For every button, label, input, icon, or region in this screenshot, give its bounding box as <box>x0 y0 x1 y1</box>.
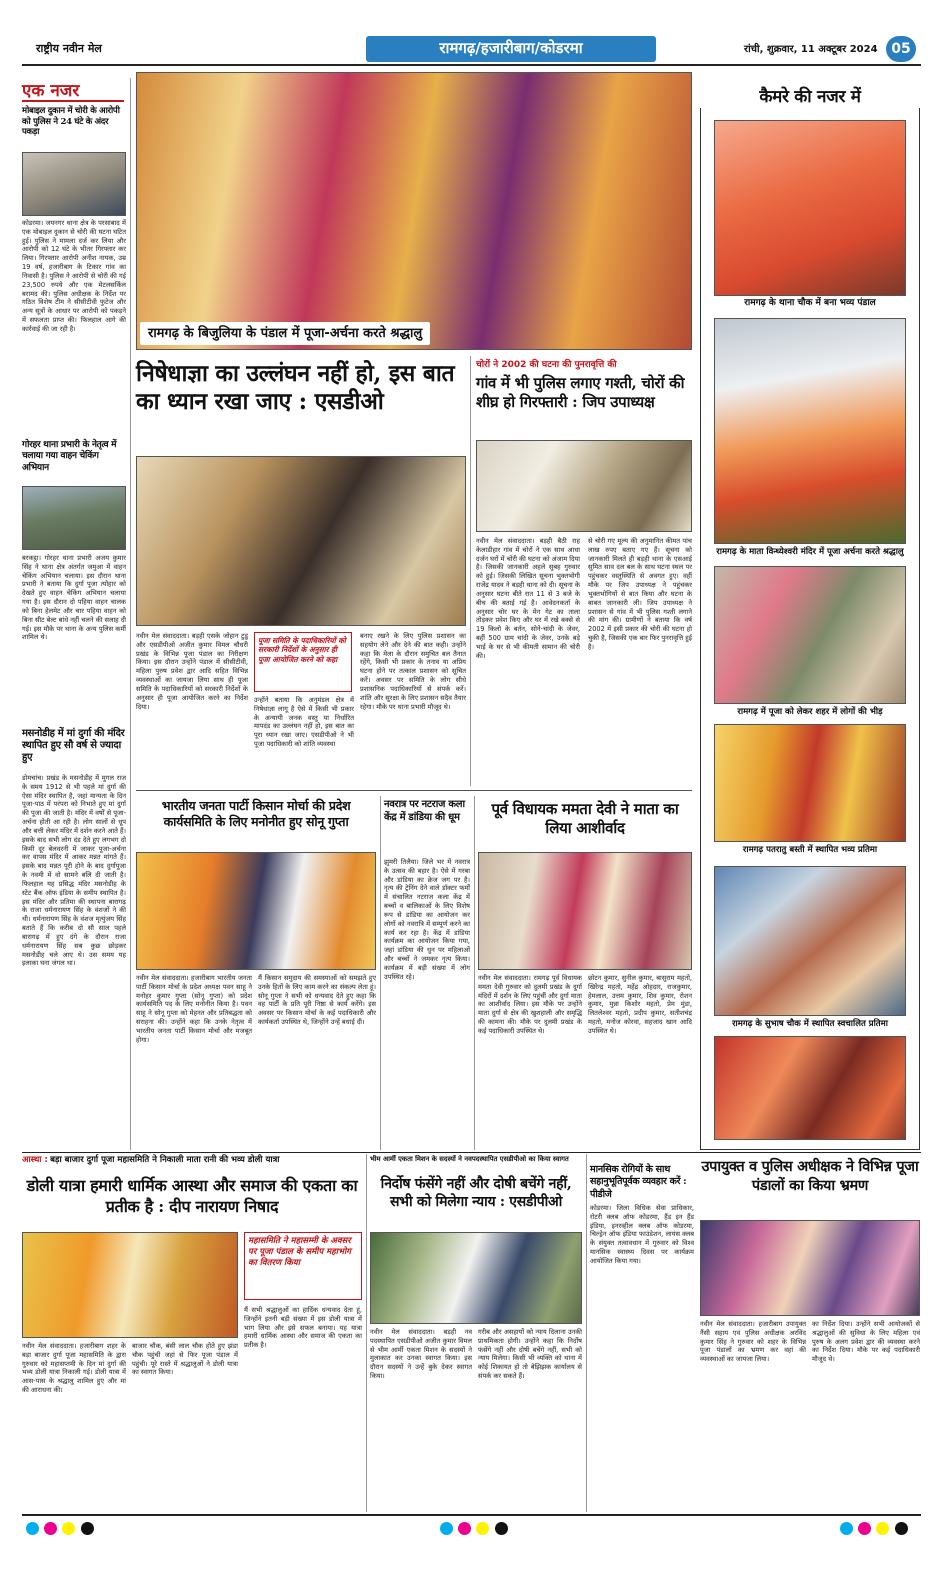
bjp-headline: भारतीय जनता पार्टी किसान मोर्चा की प्रदेश कार्यसमिति के लिए मनोनीत हुए सोनू गुप्ता <box>161 798 351 830</box>
dandiya-text: झुमरी तिलैया। जिले भर में नवरात्र के उत्सव की बहार है। ऐसे में गरबा और डांडिया का क्रेज जग पर है। नृत्य की ट्रेनिंग देने वाले डॉक्टर फर्मों में संचालित नटराज कला केंद्र में बच्चों व बालिकाओं के लिए विशेष रूप से डांडिया का आयोजन कर लोगों को नवरात्रि में सम्पूर्ण करने का कार्य कर रहा है। केंद्र में डांडिया कार्यक्रम का आयोजन किया गया, जहां डांडिया की धुन पर महिलाओं और बच्चों ने जमकर नृत्य किया। कार्यक्रम में बड़ी संख्या में लोग उपस्थित रहे। <box>384 858 470 981</box>
sdpo-divider <box>586 1154 587 1512</box>
sdpo-col-1: नवीन मेल संवाददाता। बड़ही नव पदस्थापित एसडीपीओ अजीत कुमार विमल से भीम आर्मी एकता मिशन के सदस्यों ने मुलाकात कर उनका स्वागत किया। इस दौरान सदस्यों ने उन्हें बुके देकर स्वागत किया। <box>370 1328 472 1381</box>
ek-nazar-s1-head: मोबाइल दुकान में चोरी के आरोपी को पुलिस ने 24 घंटे के अंदर पकड़ा <box>22 106 120 138</box>
reg-dot-yellow-2 <box>476 1522 489 1535</box>
dc-headline: उपायुक्त व पुलिस अधीक्षक ने विभिन्न पूजा पंडालों का किया भ्रमण <box>701 1158 919 1194</box>
masthead-rule <box>22 64 921 66</box>
reg-dot-black-2 <box>495 1522 508 1535</box>
camera-photo-5 <box>714 866 906 1016</box>
police-headline: गांव में भी पुलिस लगाए गश्ती, चोरों की शीघ्र हो गिरफ्तारी : जिप उपाध्यक्ष <box>476 374 685 411</box>
dc-col-1: नवीन मेल संवाददाता। हजारीबाग उपायुक्त नैंसी सहाय एवं पुलिस अधीक्षक अरविंद कुमार सिंह ने गुरुवार को शहर के विभिन्न पूजा पंडालों का भ्रमण कर वहां की व्यवस्थाओं का जायजा लिया। <box>700 1320 806 1364</box>
photo-police-station <box>22 152 126 216</box>
dandiya-divider <box>474 796 475 1150</box>
strap-row <box>22 1155 362 1169</box>
reg-dot-cyan-2 <box>440 1522 453 1535</box>
ek-nazar-s3-text: डोमचांच। प्रखंड के मसनोडीह में मुगल राज के समय 1912 से भी पहले मां दुर्गा की ऐसा मंदिर स्थापित है, जहां मान्यता के दिन पूजा-पाठ में परंपरा को निभाते हुए मां दुर्गा की पूजा की जाती है। मंदिर में वर्षों से पूजा-अर्चना होती आ रही है। लोग सालों से धूप और बत्ती लेकर मंदिर में दर्शन करने आते हैं। इसके बाद सभी लोग दंड देते हुए लगभग दो किमी दूर बेलवरनी में जाकर पूजा-अर्चना कर वापस मंदिर में आकर मन्नत मांगते हैं। इसके बाद मन्नत पूरी होने के बाद दुर्गापूजा के नवमी में वो सामने बलि दी जाती है। फिलहाल यह प्रसिद्ध मंदिर मसनोडीह के स्टेट बैंक ऑफ इंडिया के समीप स्थापित है। इस मंदिर और प्रतिमा की स्थापना बारागढ़ के राजा धर्मनारायण सिंह के वंशजों ने की थी। धर्मनारायण सिंह के वंशज मृत्युंजय सिंह बताते हैं कि करीब दो सौ साल पहले बारागढ़ में हुए दंगे के दौरान राजा धर्मनारायण सिंह सब कुछ छोड़कर मसनोडीह चले आए थे। उस समय यह इलाका घना जंगल था। <box>22 774 126 968</box>
ek-nazar-s2-head: गोरहर थाना प्रभारी के नेतृत्व में चलाया गया वाहन चेकिंग अभियान <box>22 440 117 473</box>
masthead-left: राष्ट्रीय नवीन मेल <box>36 42 102 55</box>
reg-dot-black <box>81 1522 94 1535</box>
lead-col-3: बनाए रखने के लिए पुलिस प्रशासन का सहयोग लेने और देने की बात कही। उन्होंने कहा कि मेला के दौरान समुचित बल तैनात रहेंगे, किसी भी प्रकार के तनाव या अप्रिय घटना होने पर तत्काल प्रशासन को सूचित करें। अवसर पर समिति के लोग सीधे प्रशासनिक पदाधिकारियों से संपर्क करें। शांति और सुरक्षा के लिए प्रशासन सदैव तैयार रहेगा। मौके पर थाना प्रभारी मौजूद थे। <box>360 632 466 711</box>
doli-col-3: मैं सभी श्रद्धालुओं का हार्दिक धन्यवाद देता हूं, जिन्होंने इतनी बड़ी संख्या में इस डोली यात्रा में भाग लिया और इसे सफल बनाया। यह यात्रा हमारी धार्मिक आस्था और समाज की एकता का प्रतीक है। <box>244 1306 362 1350</box>
camera-photo-3 <box>714 566 906 704</box>
reg-dot-magenta-2 <box>458 1522 471 1535</box>
mamta-col-2: छोटन कुमार, सुनील कुमार, बासुराम महतो, खिरेन्द्र महतो, महेंद्र ओहदार, राजकुमार, हेमलाल, उत्तम कुमार, शिव कुमार, रोशन कुमार, मुन्ना किशोर महतो, प्रेम मुंडा, लितलेश्वर महतो, प्रदीप कुमार, सतीशचंद्र महतो, मनोज कोरवा, सहजाद खान आदि उपस्थित थे। <box>588 974 692 1035</box>
left-col-divider <box>130 78 131 1150</box>
bjp-divider <box>380 796 381 1150</box>
row2-rule <box>136 790 692 791</box>
doli-pull-quote <box>244 1232 362 1300</box>
lead-divider <box>470 356 471 786</box>
section-title: रामगढ़/हजारीबाग/कोडरमा <box>439 39 583 57</box>
bjp-col-1: नवीन मेल संवाददाता। हजारीबाग भारतीय जनता पार्टी किसान मोर्चा के प्रदेश अध्यक्ष पवन साहू ने मनोहर कुमार गुप्ता (सोनू गुप्ता) को प्रदेश कार्यसमिति पद के लिए मनोनीत किया है। पवन साहू ने सोनू गुप्ता को मेहनत और प्रतिबद्धता को सराहना की। उन्होंने कहा कि उनके नेतृत्व में भारतीय जनता पार्टी किसान मोर्चा और मजबूत होगा। <box>136 974 252 1044</box>
camera-photo-1 <box>714 120 906 296</box>
camera-photo-2 <box>714 318 906 544</box>
lead-pull-quote <box>254 632 352 692</box>
police-kicker: चोरों ने 2002 की घटना की पुनरावृत्ति की <box>476 360 617 370</box>
dandiya-headline: नवरात्र पर नटराज कला केंद्र में डांडिया की धूम <box>384 799 465 823</box>
dateline: रांची, शुक्रवार, 11 अक्टूबर 2024 <box>744 44 878 55</box>
camera-photo-4 <box>714 724 906 842</box>
camera-cap-2: रामगढ़ के माता विन्ध्येश्वरी मंदिर में पूजा अर्चना करते श्रद्धालु <box>714 547 906 558</box>
photo-bjp-felicitation <box>136 852 376 970</box>
mamta-col-1: नवीन मेल संवाददाता। रामगढ़ पूर्व विधायक ममता देवी गुरुवार को दुलमी प्रखंड के दुर्गा मंदिरों में दर्शन के लिए पहुंचीं और दुर्गा माता का आशीर्वाद लिया। इस मौके पर उन्होंने माता दुर्गा से क्षेत्र की खुशहाली और समृद्धि की कामना की। मौके पर दुलमी प्रखंड के कई पदाधिकारी उपस्थित थे। <box>478 974 582 1035</box>
camera-cap-4: रामगढ़ पतरातु बस्ती में स्थापित भव्य प्रतिमा <box>714 845 906 856</box>
lead-col-1: नवीन मेल संवाददाता। बड़ही एसके जोहान टुडू और एसडीपीओ अजीत कुमार विमल चौधरी प्रखंड के विभिन्न पूजा पंडाल का निरीक्षण किया। इस दौरान उन्होंने पंडाल में सीसीटीवी, महिला पुरुष प्रवेश द्वार आदि सहित विभिन्न व्यवस्थाओं का जायजा लिया साथ ही पूजा समिति के पदाधिकारियों को सरकारी निर्देशों के अनुसार ही पूजा आयोजित करने का निर्देश दिया। <box>136 632 248 711</box>
mental-headline: मानसिक रोगियों के साथ सहानुभूतिपूर्वक व्यवहार करें : पीडीजे <box>590 1164 687 1200</box>
lead-photo-caption: रामगढ़ के बिजुलिया के पंडाल में पूजा-अर्चना करते श्रद्धालु <box>140 322 430 345</box>
reg-dot-cyan-3 <box>840 1522 853 1535</box>
doli-headline: डोली यात्रा हमारी धार्मिक आस्था और समाज की एकता का प्रतीक है : दीप नारायण निषाद <box>26 1176 358 1216</box>
doli-divider <box>366 1154 367 1512</box>
camera-cap-3: रामगढ़ में पूजा को लेकर शहर में लोगों की भीड़ <box>714 707 906 718</box>
police-col-2: से चोरी गए मूल्य की अनुमानित कीमत पांच लाख रुपए बताए गए हैं। सूचना को जानकारी मिलते ही बड़ही थाना के एसआई सुमित साव दल बल के साथ घटना स्थल पर पहुंचकर वस्तुस्थिति से अवगत हुए। वहीं मौके पर जिप उपाध्यक्ष ने पहुंचकर भुक्तभोगियों से बात किया और घटना के बाबत जानकारी ली। जिप उपाध्यक्ष ने प्रशासन से गांव में भी पुलिस गश्ती लगाने की मांग की। ग्रामीणों ने बताया कि वर्ष 2002 में इसी प्रकार की चोरी की घटना हो चुकी है, जिसकी एक बार फिर पुनरावृत्ति हुई है। <box>588 537 692 651</box>
strap-label: आस्था : <box>22 1155 48 1165</box>
lead-headline: निषेधाज्ञा का उल्लंघन नहीं हो, इस बात का ध्यान रखा जाए : एसडीओ <box>136 360 455 416</box>
doli-col-1: नवीन मेल संवाददाता। हजारीबाग शहर के बड़ा बाजार दुर्गा पूजा महासमिति के द्वारा गुरुवार को महासप्तमी के दिन मां दुर्गा की भव्य डोली यात्रा निकाली गई। डोली यात्रा में आस-पास के श्रद्धालु शामिल हुए और मां की आराधना की। <box>22 1342 126 1395</box>
lead-photo-pandal <box>136 72 692 350</box>
ek-nazar-s2-text: बरकट्ठा। गोरहर थाना प्रभारी अजय कुमार सिंह ने थाना क्षेत्र अंतर्गत जमुआ में वाहन चेकिंग अभियान चलाया। इस दौरान थाना प्रभारी ने बताया कि दुर्गा पूजा त्योहार को देखते हुए वाहन चेकिंग अभियान चलाया गया है। इस दौरान दो पहिया वाहन चालक को बिना हेलमेट और चार पहिया वाहन को बिना सीट बेल्ट बांधे नहीं चलने की सलाह दी गई। इस मौके पर थाना के अन्य पुलिस कर्मी शामिल थे। <box>22 554 126 642</box>
photo-vehicle-check <box>22 486 126 550</box>
reg-dot-magenta-3 <box>858 1522 871 1535</box>
photo-mamta-temple <box>478 852 692 970</box>
bjp-col-2: मैं किसान समुदाय की समस्याओं को समझते हुए उनके हितों के लिए काम करने का संकल्प लेता हूं। सोनू गुप्ता ने सभी को धन्यवाद देते हुए कहा कि वह पार्टी के प्रति पूरी निष्ठा से कार्य करेंगे। इस अवसर पर किसान मोर्चा के कई पदाधिकारी और कार्यकर्ता उपस्थित थे, जिन्होंने उन्हें बधाई दी। <box>258 974 376 1027</box>
strap-text: बड़ा बाजार दुर्गा पूजा महासमिति ने निकाली माता रानी की भव्य डोली यात्रा <box>50 1155 280 1165</box>
ek-nazar-s1-text: कोडरमा। जयनगर थाना क्षेत्र के परसाबाद में एक मोबाइल दुकान से चोरी की घटना घटित हुई। पुलिस ने मामला दर्ज कर लिया और आरोपी को 12 घंटे के भीतर गिरफ्तार कर लिया। गिरफ्तार आरोपी अनीश नायक, उम्र 19 वर्ष, हजारीबाग के टिकार गांव का निवासी है। पुलिस ने आरोपी से चोरी की गई 23,500 रुपये और एक मेटलसर्किल बरामद की। पुलिस अधीक्षक के निर्देश पर गठित विशेष टीम ने सीसीटीवी फुटेज और अन्य सूत्रों के आधार पर आरोपी को पकड़ने में सफलता प्राप्त की। फिलहाल आगे की कार्रवाई की जा रही है। <box>22 219 126 333</box>
reg-dot-magenta <box>44 1522 57 1535</box>
doli-col-2: बाजार चौक, बंसी लाल चौक होते हुए झंडा चौक पहुंची जहां से फिर पूजा पंडाल में पहुंची। पूरे रास्ते में श्रद्धालुओं ने डोली यात्रा का स्वागत किया। <box>132 1342 238 1377</box>
reg-dot-black-3 <box>895 1522 908 1535</box>
photo-dc-visit <box>700 1220 920 1316</box>
ek-nazar-s3-head: मसनोडीह में मां दुर्गा की मंदिर स्थापित हुए सौ वर्ष से ज्यादा हुए <box>22 728 125 763</box>
camera-cap-1: रामगढ़ के थाना चौक में बना भव्य पंडाल <box>714 298 906 310</box>
page-number: 05 <box>886 36 916 62</box>
doli-pull-text: महासमिति ने महासम्मी के अवसर पर पूजा पंडाल के समीप महाभोग का वितरण किया <box>248 1236 351 1269</box>
reg-dot-yellow-3 <box>876 1522 889 1535</box>
police-col-1: नवीन मेल संवाददाता। बड़ही बैठी राह केलाडीहार गांव में चोरों ने एक साथ आधा दर्जन घरों में चोरी की घटना को अंजाम दिया है। जिसकी जानकारी अहले सुबह गुरुवार को हुई। जिसकी लिखित सूचना भुक्तभोगी राजेंद्र यादव ने बड़ही थाना को दी। सूचना के अनुसार घटना बीते रात 11 से 3 बजे के बीच की बताई गई है। आवेदनकर्ता के अनुसार चोर घर के मेन गेट का ताला तोड़कर प्रवेश किए और घर में रखे बक्से से 19 किलो के बर्तन, सोने-चांदी के जेवर, बहीं 500 ग्राम चांदी के जेवर, उनके बड़े भाई के घर से भी कीमती सामान की चोरी की। <box>476 537 580 660</box>
color-registration-right <box>840 1522 911 1538</box>
camera-cap-5: रामगढ़ के सुभाष चौक में स्थापित स्वचालित प्रतिमा <box>714 1019 906 1030</box>
photo-sdpo-welcome <box>370 1232 582 1324</box>
sdpo-headline: निर्दोष फंसेंगे नहीं और दोषी बचेंगे नहीं, सभी को मिलेगा न्याय : एसडीपीओ <box>380 1176 572 1210</box>
bottom-rule-top <box>22 1152 921 1153</box>
photo-doli-yatra <box>22 1232 238 1338</box>
mental-col-1: कोडरमा। जिला विधिक सेवा प्राधिकार, रोटरी क्लब ऑफ कोडरमा, हैंड इन हैंड इंडिया, इनरव्हील क्लब ऑफ कोडरमा, चिल्ड्रेन ऑफ इंडिया फाउंडेशन, लायंस क्लब के संयुक्त तत्वावधान में गुरुवार को विश्व मानसिक स्वास्थ्य दिवस पर कार्यक्रम आयोजित किया गया। <box>590 1204 694 1265</box>
color-registration-center <box>440 1522 511 1538</box>
ek-nazar-label <box>22 80 124 102</box>
masthead <box>22 34 921 64</box>
photo-theft-house <box>476 440 692 532</box>
sdpo-kicker: भीम आर्मी एकता मिशन के सदस्यों ने नवपदस्थापित एसडीपीओ का किया स्वागत <box>370 1155 569 1163</box>
camera-headline: कैमरे की नजर में <box>700 86 920 108</box>
reg-dot-yellow <box>62 1522 75 1535</box>
dc-col-2: का निर्देश दिया। उन्होंने सभी आयोजकों से श्रद्धालुओं की सुविधा के लिए महिला एवं पुरुष के अलग प्रवेश द्वार की व्यवस्था करने का निर्देश दिया। मौके पर कई पदाधिकारी मौजूद थे। <box>812 1320 920 1364</box>
ek-nazar-text: एक नजर <box>22 81 80 101</box>
sdpo-col-2: गरीब और असहायों को न्याय दिलाना उनकी प्राथमिकता होगी। उन्होंने कहा कि निर्दोष फंसेंगे नहीं और दोषी बचेंगे नहीं, सभी को न्याय मिलेगा। किसी भी व्यक्ति को थाना में कोई शिकायत हो तो बेझिझक कार्यालय से संपर्क कर सकते हैं। <box>478 1328 582 1381</box>
reg-dot-cyan <box>26 1522 39 1535</box>
footer-rule <box>22 1514 921 1516</box>
lead-pull-text: पूजा समिति के पदाधिकारियों को सरकारी निर्देशों के अनुसार ही पूजा आयोजित करने को कहा <box>258 636 346 664</box>
lead-col-2: उन्होंने बताया कि अनुमंडल क्षेत्र में निषेधाज्ञा लागू है ऐसे में किसी भी प्रकार के अन्यायी जनक वस्तु या निर्धारित मापदंड का उल्लंघन नहीं हो, इस बात का पूरा ध्यान रखा जाए। एसडीपीओ ने भी पूजा पदाधिकारी को शांति व्यवस्था <box>254 696 354 749</box>
camera-photo-6 <box>714 1036 906 1140</box>
color-registration-left <box>26 1522 97 1538</box>
photo-sdo-meeting <box>136 456 466 626</box>
mamta-headline: पूर्व विधायक ममता देवी ने माता का लिया आशीर्वाद <box>491 800 679 837</box>
